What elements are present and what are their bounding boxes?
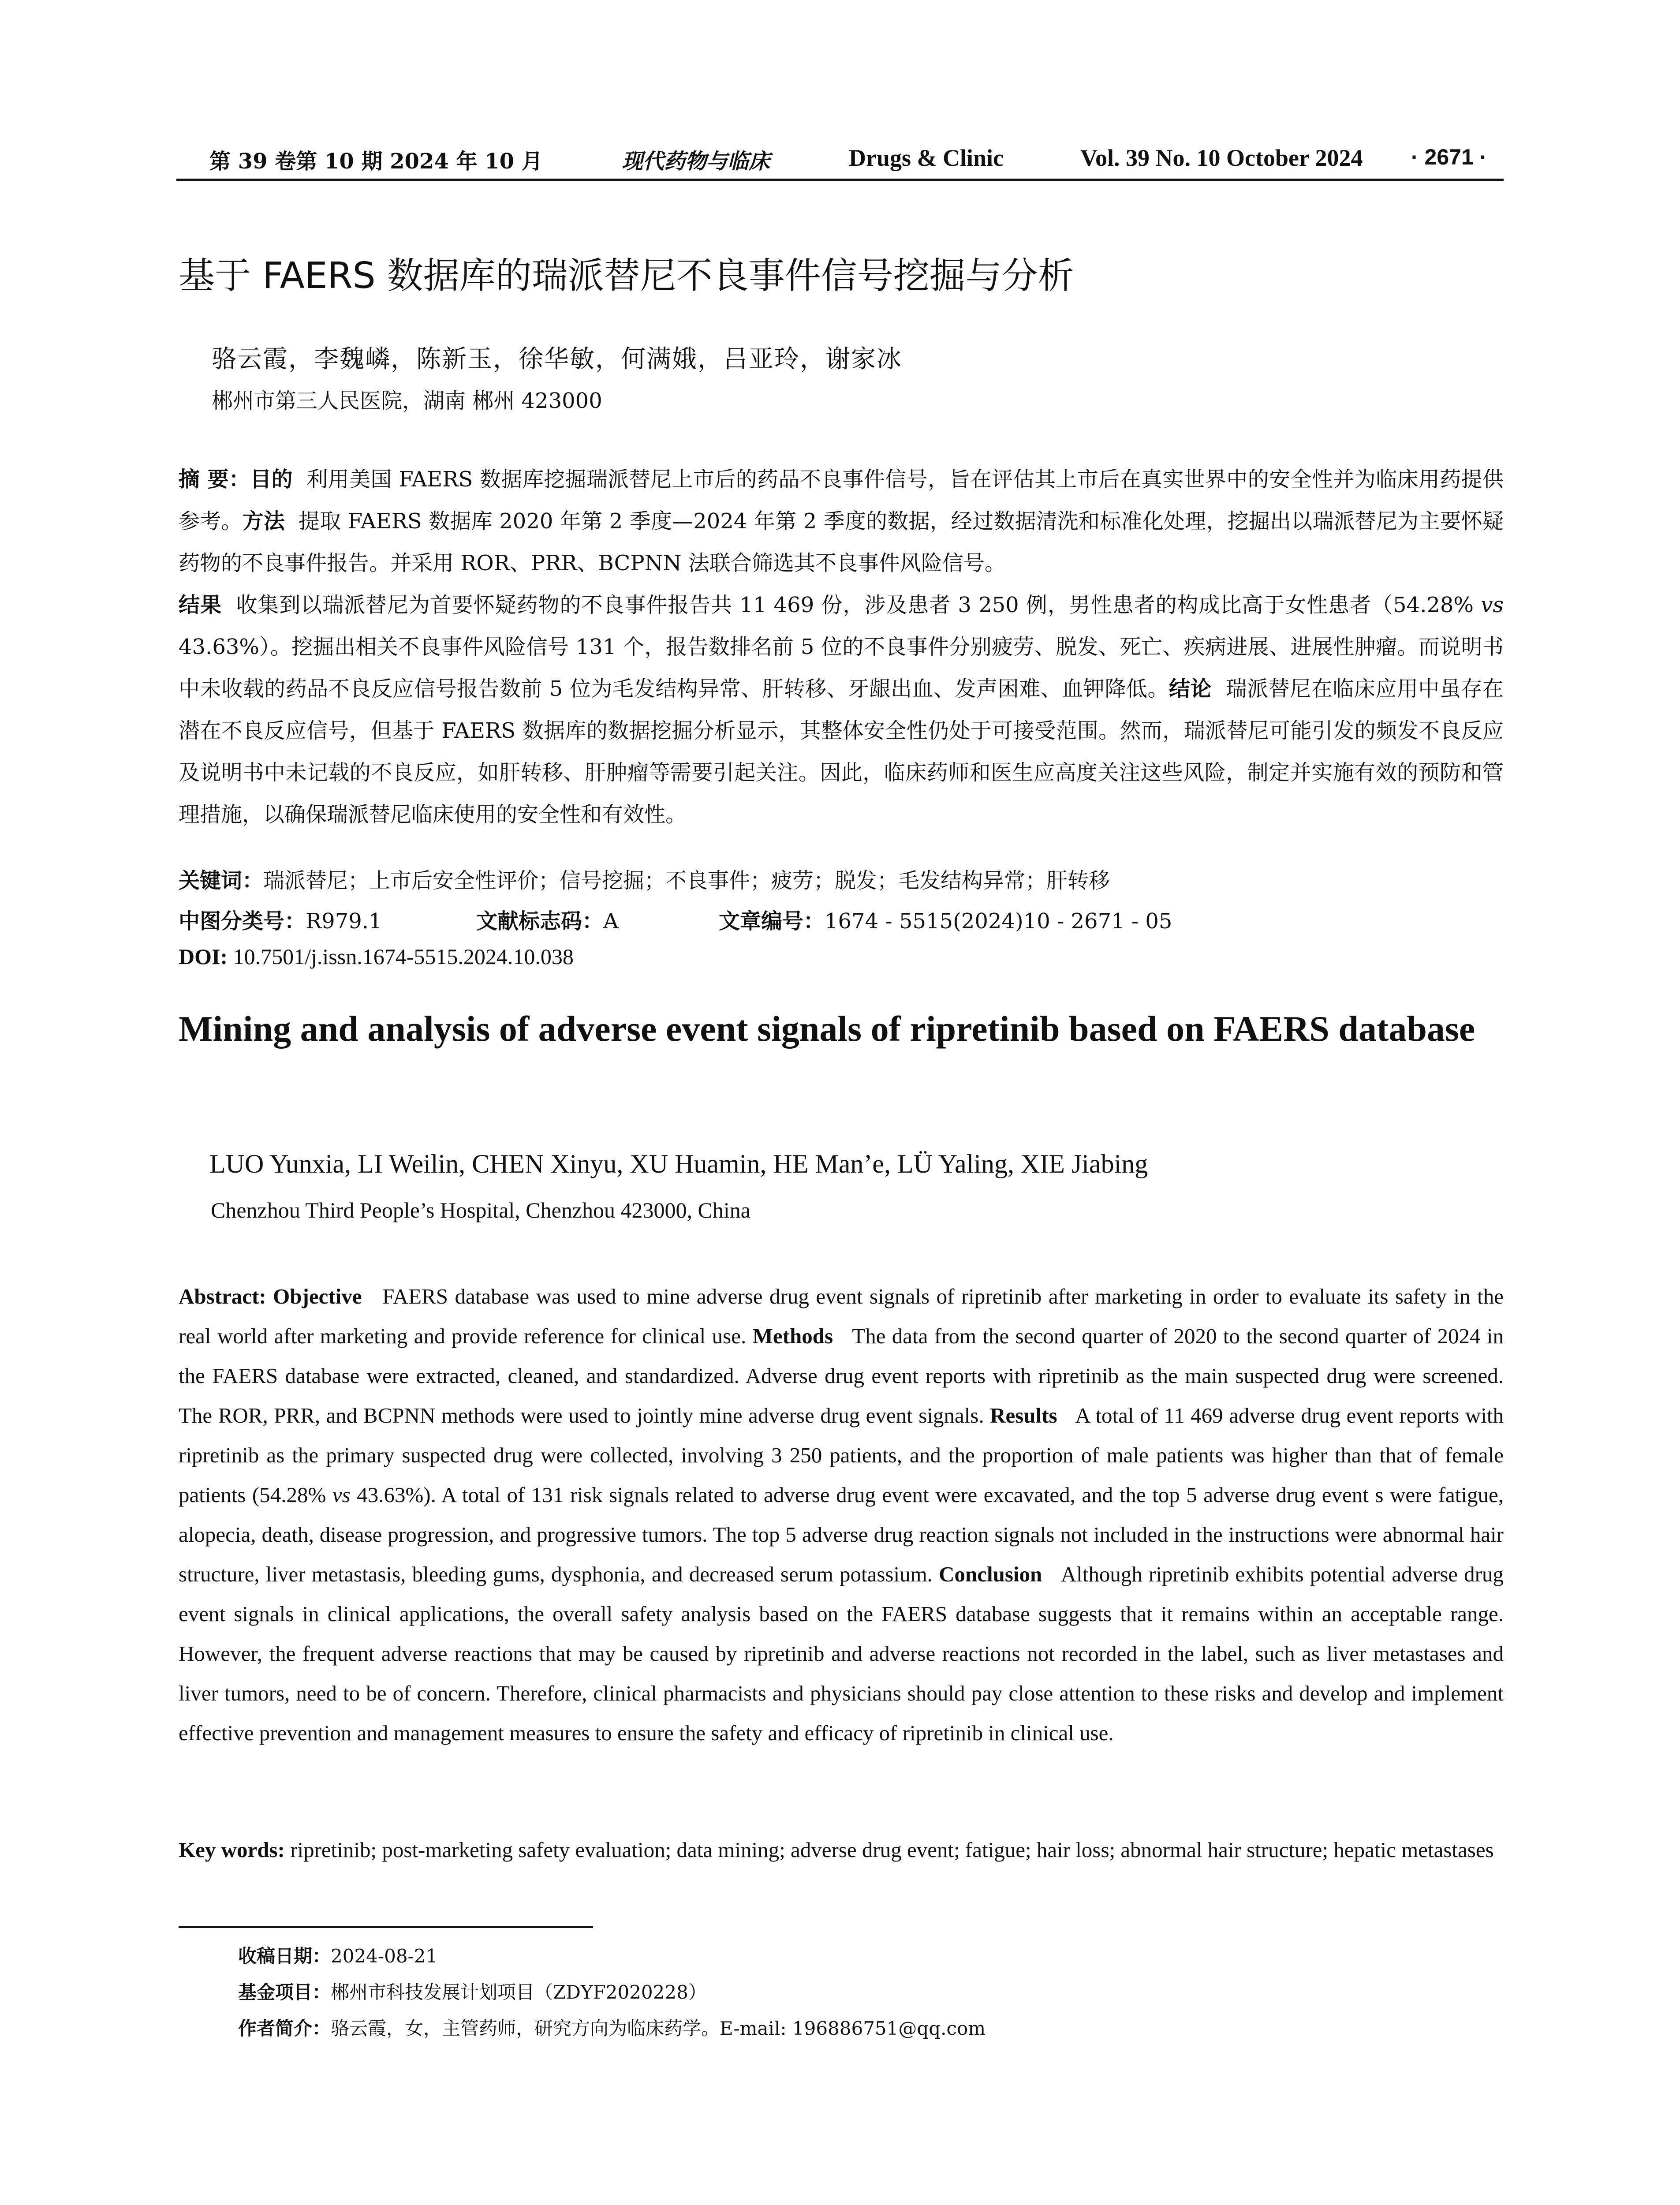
header-journal-en: Drugs & Clinic: [849, 145, 1004, 171]
header-volume-en: Vol. 39 No. 10 October 2024: [1080, 145, 1363, 171]
objective-text: 利用美国 FAERS 数据库挖掘瑞派替尼上市后的药品不良事件信号，旨在评估其上市后在真实世界中的安全性并为临床用药提供参考。: [179, 467, 1504, 534]
article-number-label: 文章编号：: [719, 909, 825, 934]
vs-italic: vs: [1481, 593, 1504, 617]
chinese-abstract: [179, 459, 1504, 836]
doccode-label: 文献标志码：: [476, 909, 604, 934]
running-header: [176, 139, 1504, 181]
clc-label: 中图分类号：: [179, 909, 306, 934]
doccode-value: A: [603, 909, 619, 934]
chinese-keywords: [179, 863, 1504, 894]
en-results-text-cont: 43.63%). A total of 131 risk signals related to adverse drug event were excavated, and the top 5 adverse drug event s were fatigue, alopecia, death, disease progression, and progressive tumors. The top 5 adverse drug reaction signals not included in the instructions were abnormal hair structure, liver metastasis, bleeding gums, dysphonia, and decreased serum potassium.: [179, 1483, 1504, 1586]
doi-value[interactable]: 10.7501/j.issn.1674-5515.2024.10.038: [228, 944, 574, 969]
english-title: Mining and analysis of adverse event signals of ripretinib based on FAERS database: [179, 1009, 1475, 1049]
keywords-text: 瑞派替尼；上市后安全性评价；信号挖掘；不良事件；疲劳；脱发；毛发结构异常；肝转移: [263, 868, 1110, 893]
en-conclusion-label: Conclusion: [939, 1562, 1042, 1586]
doi-label: DOI:: [179, 944, 228, 969]
en-keywords-label: Key words:: [179, 1838, 285, 1862]
results-label: 结果: [179, 593, 222, 617]
conclusion-text: 瑞派替尼在临床应用中虽存在潜在不良反应信号，但基于 FAERS 数据库的数据挖掘分析显示，其整体安全性仍处于可接受范围。然而，瑞派替尼可能引发的频发不良反应及说明书中未记载的不良反应，如肝转移、肝肿瘤等需要引起关注。因此，临床药师和医生应高度关注这些风险，制定并实施有效的预防和管理措施，以确保瑞派替尼临床使用的安全性和有效性。: [179, 676, 1504, 827]
header-volume-cn: 第 39 卷第 10 期 2024 年 10 月: [209, 149, 543, 174]
en-methods-text: The data from the second quarter of 2020 to the second quarter of 2024 in the FAERS database were extracted, cleaned, and standardized. Adverse drug event reports with ripretinib as the main suspected drug were screened. The ROR, PRR, and BCPNN methods were used to jointly mine adverse drug event signals.: [179, 1324, 1504, 1428]
footnote-author: 作者简介：骆云霞，女，主管药师，研究方向为临床药学。E-mail: 196886751@qq.com: [238, 2018, 986, 2039]
keywords-label: 关键词：: [179, 868, 264, 893]
en-conclusion-text: Although ripretinib exhibits potential adverse drug event signals in clinical applications, the overall safety analysis based on the FAERS database suggests that it remains within an acceptable range. However, the frequent adverse reactions that may be caused by ripretinib and adverse reactions not recorded in the label, such as liver metastases and liver tumors, need to be of concern. Therefore, clinical pharmacists and physicians should pay close attention to these risks and develop and implement effective prevention and management measures to ensure the safety and efficacy of ripretinib in clinical use.: [179, 1562, 1504, 1745]
results-text-cont: 43.63%）。挖掘出相关不良事件风险信号 131 个，报告数排名前 5 位的不良事件分别疲劳、脱发、死亡、疾病进展、进展性肿瘤。而说明书中未收载的药品不良反应信号报告数前 5 位为毛发结构异常、肝转移、牙龈出血、发声困难、血钾降低。: [179, 635, 1504, 701]
english-abstract: [179, 1277, 1504, 1753]
classification-line: [179, 904, 1504, 934]
results-text: 收集到以瑞派替尼为首要怀疑药物的不良事件报告共 11 469 份，涉及患者 3 250 例，男性患者的构成比高于女性患者（54.28%: [236, 593, 1481, 617]
doi-line: [179, 944, 1504, 969]
clc-value: R979.1: [306, 909, 382, 934]
abstract-label: 摘 要：: [179, 467, 250, 492]
methods-label: 方法: [242, 509, 285, 534]
en-methods-label: Methods: [752, 1324, 833, 1348]
chinese-title: 基于 FAERS 数据库的瑞派替尼不良事件信号挖掘与分析: [179, 255, 1074, 297]
methods-text: 提取 FAERS 数据库 2020 年第 2 季度—2024 年第 2 季度的数据，经过数据清洗和标准化处理，挖掘出以瑞派替尼为主要怀疑药物的不良事件报告。并采用 ROR、PRR、BCPNN 法联合筛选其不良事件风险信号。: [179, 509, 1504, 576]
article-number-value: 1674 - 5515(2024)10 - 2671 - 05: [825, 909, 1172, 934]
header-journal-cn: 现代药物与临床: [622, 149, 770, 174]
chinese-affiliation: 郴州市第三人民医院，湖南 郴州 423000: [212, 389, 602, 413]
objective-label: 目的: [250, 467, 293, 492]
english-affiliation: Chenzhou Third People’s Hospital, Chenzhou 423000, China: [211, 1198, 750, 1222]
en-results-text: A total of 11 469 adverse drug event reports with ripretinib as the primary suspected drug were collected, involving 3 250 patients, and the proportion of male patients was higher than that of female patients (54.28%: [179, 1403, 1504, 1507]
header-page-number: · 2671 ·: [1411, 145, 1487, 169]
en-results-label: Results: [990, 1403, 1057, 1428]
footnote-rule: [179, 1926, 593, 1928]
english-authors: LUO Yunxia, LI Weilin, CHEN Xinyu, XU Huamin, HE Man’e, LÜ Yaling, XIE Jiabing: [209, 1149, 1148, 1178]
chinese-authors: 骆云霞，李魏嶙，陈新玉，徐华敏，何满娥，吕亚玲，谢家冰: [212, 345, 902, 374]
english-keywords: [179, 1830, 1504, 1870]
footnote-received: 收稿日期：2024-08-21: [238, 1945, 438, 1967]
conclusion-label: 结论: [1169, 676, 1212, 701]
footnotes: [238, 1938, 986, 2047]
en-abstract-label: Abstract: Objective: [179, 1284, 362, 1308]
en-objective-text: FAERS database was used to mine adverse drug event signals of ripretinib after marketing in order to evaluate its safety in the real world after marketing and provide reference for clinical use.: [179, 1284, 1504, 1348]
footnote-fund: 基金项目：郴州市科技发展计划项目（ZDYF2020228）: [238, 1981, 707, 2003]
en-vs-italic: vs: [332, 1483, 351, 1507]
en-keywords-text: ripretinib; post-marketing safety evaluation; data mining; adverse drug event; fatigue; hair loss; abnormal hair structure; hepatic metastases: [284, 1838, 1494, 1862]
